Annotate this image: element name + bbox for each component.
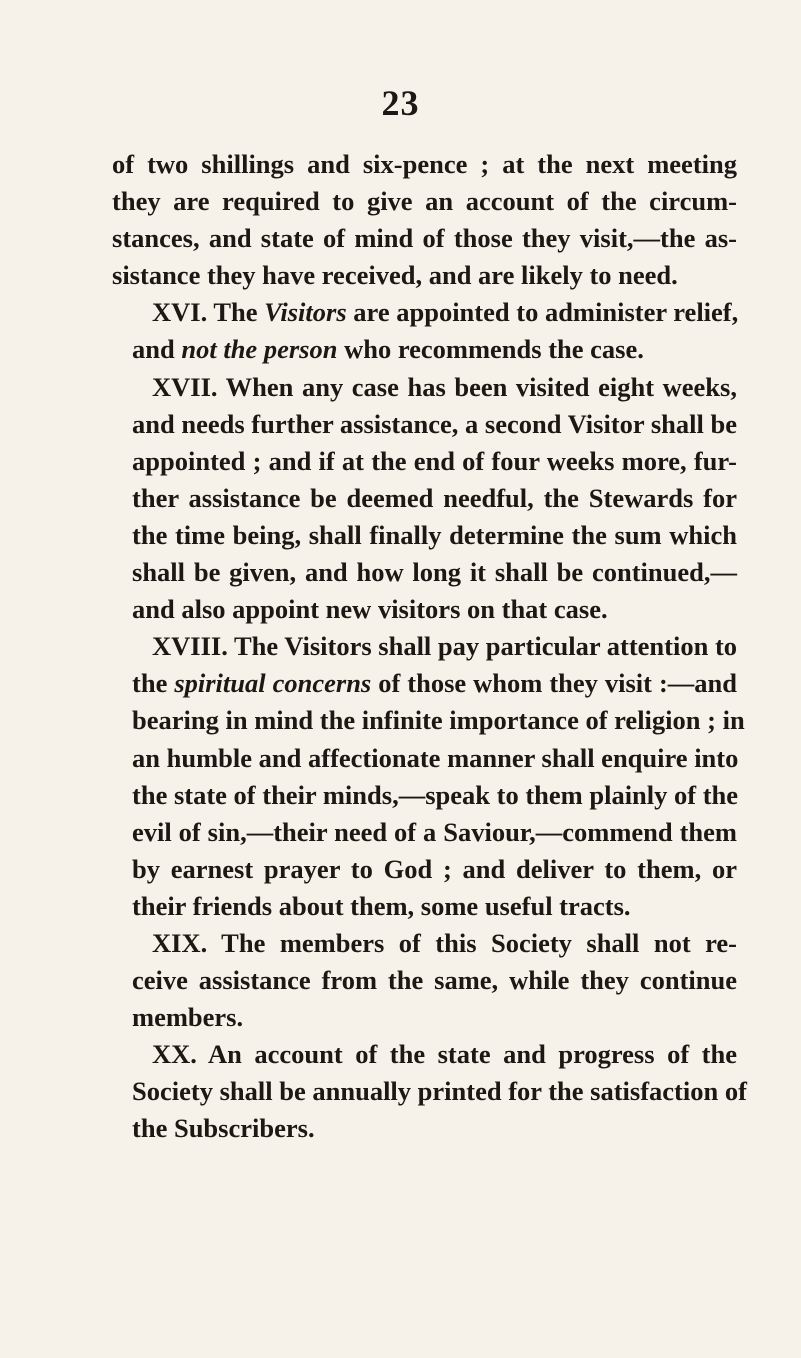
text-line: and needs further assistance, a second Visitor shall be	[132, 408, 737, 439]
paragraph-xvi	[112, 294, 737, 368]
text-line: by earnest prayer to God ; and deliver to them, or	[132, 853, 737, 884]
body-text	[112, 146, 747, 1148]
text-line: evil of sin,—their need of a Saviour,—commend them	[132, 816, 737, 847]
page-number: 23	[381, 83, 420, 123]
text-line: their friends about them, some useful tracts.	[132, 890, 631, 921]
text-line: the Subscribers.	[132, 1113, 315, 1144]
text-line: and not the person who recommends the case.	[132, 334, 644, 365]
italic-text: not the person	[181, 334, 338, 365]
text-line: bearing in mind the infinite importance of religion ; in	[132, 705, 745, 736]
text-line: an humble and affectionate manner shall enquire into	[132, 742, 739, 773]
italic-text: spiritual concerns	[174, 668, 372, 699]
text-line: the time being, shall finally determine the sum which	[132, 519, 737, 550]
text-line: appointed ; and if at the end of four weeks more, fur-	[132, 445, 737, 476]
paragraph-xviii	[112, 628, 745, 925]
paragraph-xx	[112, 1036, 747, 1147]
text-line: sistance they have received, and are likely to need.	[112, 260, 678, 291]
paragraph-continuation	[112, 146, 737, 294]
text-line: ther assistance be deemed needful, the Stewards for	[132, 482, 737, 513]
text-line: shall be given, and how long it shall be continued,—	[132, 557, 737, 588]
text-line: the state of their minds,—speak to them plainly of the	[132, 779, 739, 810]
text-line: XVI. The Visitors are appointed to administer relief,	[152, 297, 739, 328]
paragraph-xvii	[112, 369, 737, 629]
italic-text: Visitors	[264, 297, 347, 328]
text-line: members.	[132, 1002, 244, 1033]
text-line: they are required to give an account of the circum-	[112, 186, 737, 217]
text-line: XVIII. The Visitors shall pay particular attention to	[152, 631, 738, 662]
text-line: ceive assistance from the same, while they continue	[132, 965, 737, 996]
text-line: the spiritual concerns of those whom they visit :—and	[132, 668, 738, 699]
text-line: XIX. The members of this Society shall not re-	[152, 927, 737, 958]
text-line: and also appoint new visitors on that case.	[132, 594, 608, 625]
text-line: Society shall be annually printed for the satisfaction of	[132, 1076, 747, 1107]
text-line: XVII. When any case has been visited eight weeks,	[152, 371, 737, 402]
text-line: stances, and state of mind of those they visit,—the as-	[112, 223, 737, 254]
paragraph-xix	[112, 925, 737, 1036]
text-line: XX. An account of the state and progress of the	[152, 1039, 737, 1070]
text-line: of two shillings and six-pence ; at the next meeting	[112, 149, 737, 179]
